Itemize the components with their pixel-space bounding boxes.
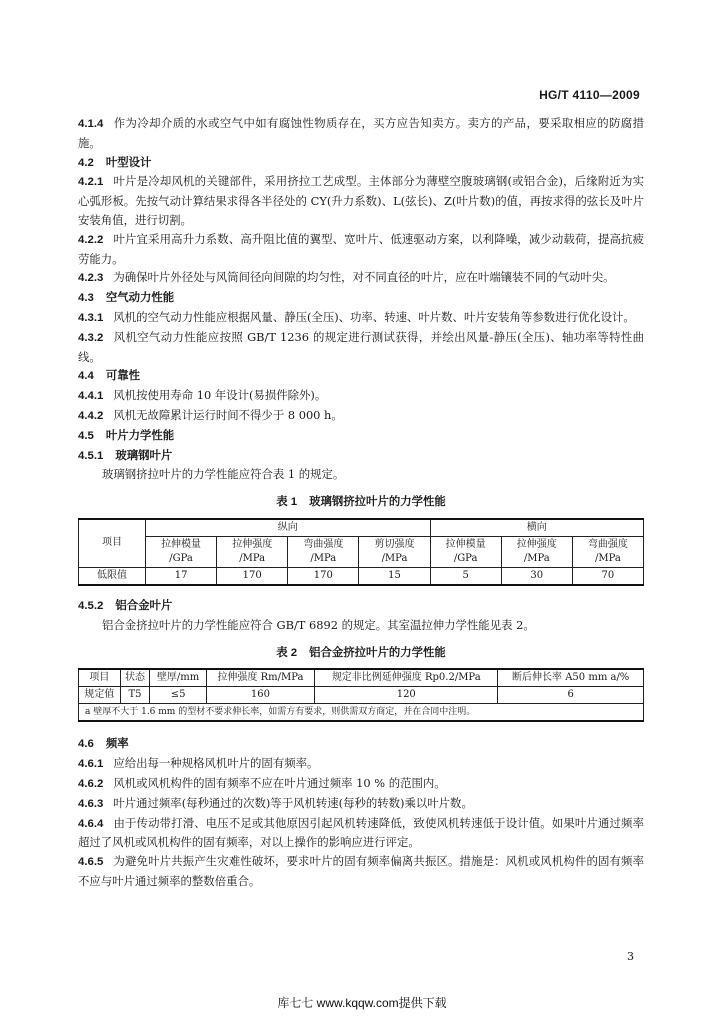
clause-text: 为避免叶片共振产生灾难性破坏，要求叶片的固有频率偏离共振区。措施是：风机或风机构件的固有频率不应与叶片通过频率的整数倍重合。: [78, 854, 644, 888]
section-number: 4.3: [78, 292, 94, 305]
header-tensile-strength-long: 拉伸强度 /MPa: [217, 536, 288, 567]
section-number: 4.5: [78, 429, 94, 442]
clause-4-6-2: [78, 774, 644, 794]
section-4-3-heading: [78, 288, 644, 308]
clause-4-6-5: [78, 852, 644, 891]
clause-4-6-3: [78, 794, 644, 814]
table-row: [79, 567, 644, 585]
clause-number: 4.4.1: [78, 390, 104, 403]
table-2: [78, 668, 644, 722]
header-item: 项目: [79, 519, 146, 568]
page-number: 3: [627, 950, 634, 963]
table-cell: 6: [498, 687, 644, 704]
clause-4-4-1: [78, 386, 644, 406]
header-flexural-strength-long: 弯曲强度 /MPa: [288, 536, 359, 567]
header-tensile-strength-trans: 拉伸强度 /MPa: [501, 536, 572, 567]
table-cell: 170: [288, 567, 359, 585]
section-4-4-heading: [78, 366, 644, 386]
clause-4-6-1: [78, 754, 644, 774]
clause-text: 风机无故障累计运行时间不得少于 8 000 h。: [113, 407, 343, 422]
section-number: 4.4: [78, 370, 94, 383]
header-elongation: 断后伸长率 A50 mm a/%: [498, 669, 644, 687]
section-title: 空气动力性能: [105, 290, 175, 305]
table-cell: T5: [120, 687, 150, 704]
clause-text: 作为冷却介质的水或空气中如有腐蚀性物质存在，买方应告知卖方。卖方的产品，要采取相应的防腐措施。: [78, 116, 644, 150]
clause-number: 4.2.1: [78, 176, 104, 189]
header-wall-thickness: 壁厚/mm: [150, 669, 206, 687]
clause-number: 4.2.2: [78, 233, 104, 246]
clause-4-6-4: [78, 814, 644, 853]
table-cell: 70: [572, 567, 643, 585]
clause-number: 4.4.2: [78, 409, 104, 422]
table-1-caption: [78, 492, 644, 512]
download-footer: 库七七 www.kqqw.com提供下载: [277, 996, 447, 1010]
table-cell: 5: [430, 567, 501, 585]
clause-4-2-3: [78, 268, 644, 288]
clause-number: 4.6.4: [78, 817, 104, 830]
clause-text: 风机的空气动力性能应根据风量、静压(全压)、功率、转速、叶片数、叶片安装角等参数进行优化设计。: [113, 309, 635, 324]
header-shear-strength-long: 剪切强度 /MPa: [359, 536, 430, 567]
section-4-5-2-heading: [78, 596, 644, 616]
table-title: 玻璃钢挤拉叶片的力学性能: [309, 494, 446, 509]
clause-text: 风机按使用寿命 10 年设计(易损件除外)。: [113, 388, 327, 403]
clause-text: 应给出每一种规格风机叶片的固有频率。: [113, 756, 319, 771]
clause-4-1-4: [78, 114, 644, 153]
section-title: 叶片力学性能: [105, 427, 175, 442]
section-title: 铝合金叶片: [115, 597, 173, 612]
table-number: 表 1: [276, 496, 298, 509]
clause-text: 叶片是冷却风机的关键部件，采用挤拉工艺成型。主体部分为薄壁空腹玻璃钢(或铝合金)，后缘附近为实心弧形板。先按气动计算结果求得各半径处的 CY(升力系数)、L(弦长)、Z(叶片数)的值，再按求得的弦长及叶片安装角值，进行切割。: [78, 174, 644, 227]
clause-text: 风机空气动力性能应按照 GB/T 1236 的规定进行测试获得，并绘出风量-静压(全压)、轴功率等特性曲线。: [78, 329, 644, 364]
clause-number: 4.6.1: [78, 758, 104, 771]
table-note-row: [79, 704, 644, 722]
clause-number: 4.2.3: [78, 272, 104, 285]
table-cell: 30: [501, 567, 572, 585]
section-4-5-heading: [78, 426, 644, 446]
table-row: [79, 687, 644, 704]
clause-4-5-1-text: 玻璃钢挤拉叶片的力学性能应符合表 1 的规定。: [102, 467, 345, 482]
section-4-5-1-heading: [78, 446, 644, 466]
standard-id: HG/T 4110—2009: [539, 88, 640, 102]
section-number: 4.5.2: [78, 599, 104, 612]
header-tensile-strength: 拉伸强度 Rm/MPa: [206, 669, 314, 687]
section-number: 4.6: [78, 738, 94, 751]
table-cell: 15: [359, 567, 430, 585]
clause-number: 4.3.2: [78, 331, 104, 344]
section-title: 可靠性: [105, 368, 141, 383]
clause-4-3-2: [78, 328, 644, 367]
table-title: 铝合金挤拉叶片的力学性能: [309, 644, 446, 659]
clause-4-2-1: [78, 172, 644, 229]
table-header-row: [79, 669, 644, 687]
table-subheader-row: [79, 536, 644, 567]
header-proof-strength: 规定非比例延伸强度 Rp0.2/MPa: [315, 669, 498, 687]
section-number: 4.5.1: [78, 449, 104, 462]
table-cell: 170: [217, 567, 288, 585]
clause-text: 为确保叶片外径处与风筒间径向间隙的均匀性，对不同直径的叶片，应在叶端镶装不同的气动叶尖。: [113, 270, 615, 285]
section-title: 玻璃钢叶片: [115, 447, 173, 462]
clause-number: 4.3.1: [78, 311, 104, 324]
clause-4-5-2-text: 铝合金挤拉叶片的力学性能应符合 GB/T 6892 的规定。其室温拉伸力学性能见表 2。: [102, 617, 535, 632]
section-number: 4.2: [78, 156, 94, 169]
section-title: 频率: [105, 736, 129, 751]
header-item: 项目: [79, 669, 121, 687]
section-4-2-heading: [78, 153, 644, 173]
table-1: [78, 518, 644, 586]
clause-text: 叶片宜采用高升力系数、高升阻比值的翼型、宽叶片、低速驱动方案，以利降噪，减少动载荷，提高抗疲劳能力。: [78, 231, 644, 266]
clause-number: 4.6.5: [78, 856, 104, 869]
table-cell: 160: [206, 687, 314, 704]
header-tensile-modulus-long: 拉伸模量 /GPa: [146, 536, 217, 567]
header-group-longitudinal: 纵向: [146, 519, 431, 537]
row-label: 低限值: [79, 567, 146, 585]
clause-number: 4.6.3: [78, 797, 104, 810]
table-number: 表 2: [276, 646, 298, 659]
clause-4-4-2: [78, 406, 644, 426]
table-2-caption: [78, 643, 644, 663]
table-cell: ≤5: [150, 687, 206, 704]
clause-number: 4.6.2: [78, 777, 104, 790]
clause-4-2-2: [78, 230, 644, 269]
document-body: [78, 114, 644, 891]
table-header-row: [79, 519, 644, 537]
header-tensile-modulus-trans: 拉伸模量 /GPa: [430, 536, 501, 567]
section-4-6-heading: [78, 734, 644, 754]
clause-4-3-1: [78, 308, 644, 328]
table-cell: 120: [315, 687, 498, 704]
header-group-transverse: 横向: [430, 519, 643, 537]
header-flexural-strength-trans: 弯曲强度 /MPa: [572, 536, 643, 567]
clause-text: 风机或风机构件的固有频率不应在叶片通过频率 10 % 的范围内。: [113, 775, 446, 790]
section-title: 叶型设计: [105, 154, 152, 169]
clause-number: 4.1.4: [78, 118, 104, 130]
table-footnote: a 壁厚不大于 1.6 mm 的型材不要求伸长率，如需方有要求，则供需双方商定，并在合同中注明。: [79, 704, 644, 722]
clause-text: 叶片通过频率(每秒通过的次数)等于风机转速(每秒的转数)乘以叶片数。: [113, 795, 473, 810]
table-cell: 17: [146, 567, 217, 585]
header-temper: 状态: [120, 669, 150, 687]
row-label: 规定值: [79, 687, 121, 704]
clause-text: 由于传动带打滑、电压不足或其他原因引起风机转速降低，致使风机转速低于设计值。如果叶片通过频率超过了风机或风机构件的固有频率，对以上操作的影响应进行评定。: [78, 815, 644, 850]
